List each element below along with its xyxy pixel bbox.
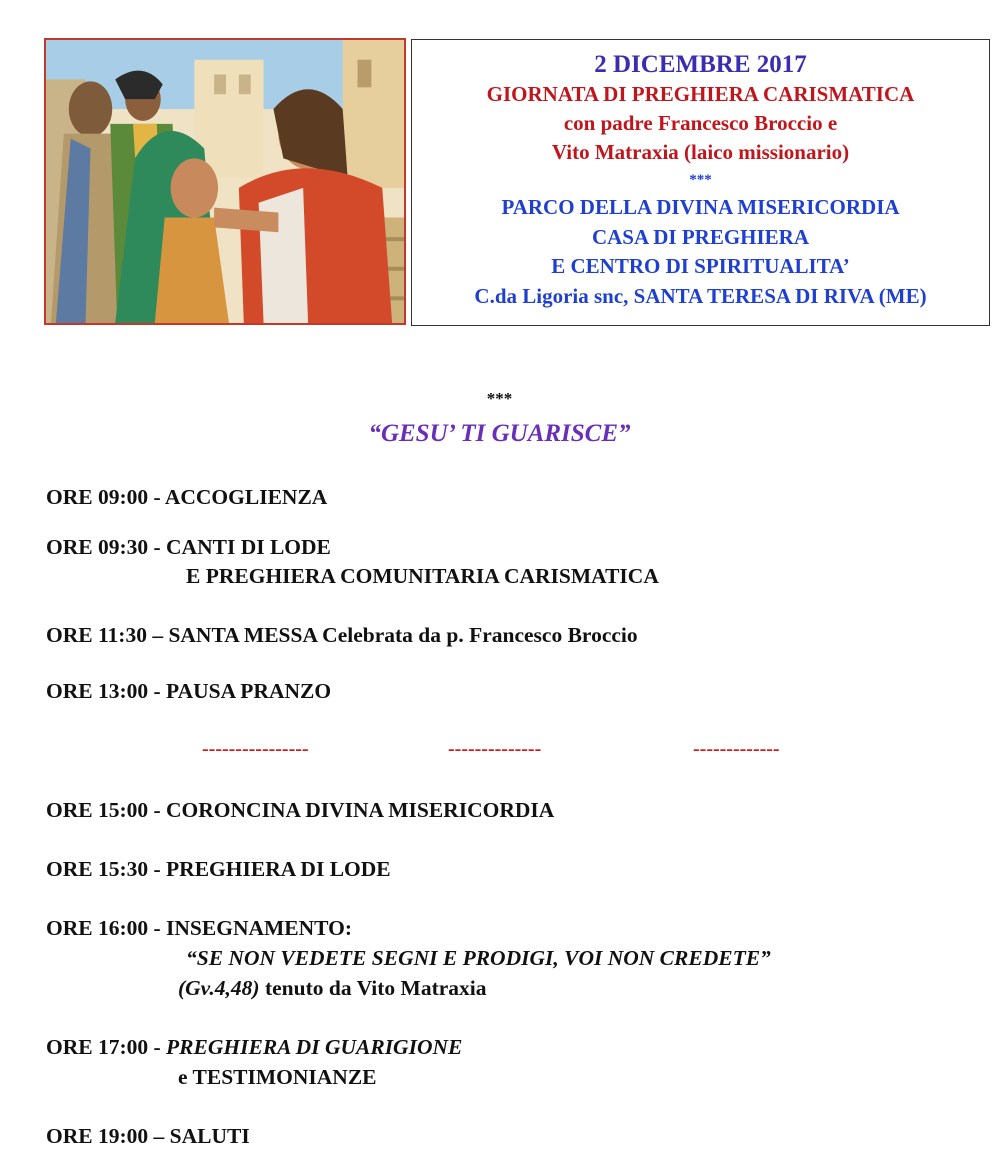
info-stars: *** xyxy=(689,172,712,188)
program-item-1500: ORE 15:00 - CORONCINA DIVINA MISERICORDIA xyxy=(46,798,555,822)
divider-stars: *** xyxy=(486,389,513,408)
venue-line3: E CENTRO DI SPIRITUALITA’ xyxy=(551,254,850,278)
program-item-1600: ORE 16:00 - INSEGNAMENTO: xyxy=(46,916,352,940)
venue-line1: PARCO DELLA DIVINA MISERICORDIA xyxy=(501,195,900,219)
bible-reference: (Gv.4,48) xyxy=(178,976,260,1000)
venue-address: C.da Ligoria snc, SANTA TERESA DI RIVA (ME) xyxy=(474,283,927,308)
event-title: GIORNATA DI PREGHIERA CARISMATICA xyxy=(486,82,915,106)
venue-line2: CASA DI PREGHIERA xyxy=(591,224,810,249)
event-info-box xyxy=(411,39,990,326)
event-guests-line2: Vito Matraxia (laico missionario) xyxy=(551,140,850,164)
event-date: 2 DICEMBRE 2017 xyxy=(594,51,807,78)
program-item-1900: ORE 19:00 – SALUTI xyxy=(46,1124,250,1148)
teaching-quote: “SE NON VEDETE SEGNI E PRODIGI, VOI NON CREDETE” xyxy=(186,946,771,970)
teaching-speaker: tenuto da Vito Matraxia xyxy=(259,976,487,1000)
program-item-1130: ORE 11:30 – SANTA MESSA Celebrata da p. Francesco Broccio xyxy=(46,623,638,647)
header-illustration xyxy=(44,38,406,325)
event-guests-line1: con padre Francesco Broccio e xyxy=(563,111,838,135)
program-item-0930-detail: E PREGHIERA COMUNITARIA CARISMATICA xyxy=(186,564,659,588)
program-item-0930: ORE 09:30 - CANTI DI LODE xyxy=(46,535,331,559)
separator-dashes-2: -------------- xyxy=(448,738,542,760)
separator-dashes-3: ------------- xyxy=(693,738,780,760)
program-item-1700 xyxy=(46,1035,462,1060)
program-item-1700-time: ORE 17:00 - xyxy=(46,1035,167,1059)
program-item-1700-title: PREGHIERA DI GUARIGIONE xyxy=(166,1035,463,1059)
event-theme: “GESU’ TI GUARISCE” xyxy=(368,420,631,447)
teaching-reference xyxy=(178,976,487,1001)
program-item-0900: ORE 09:00 - ACCOGLIENZA xyxy=(46,485,328,509)
separator-dashes-1: ---------------- xyxy=(202,738,309,760)
program-item-1300: ORE 13:00 - PAUSA PRANZO xyxy=(46,679,332,703)
program-item-1530: ORE 15:30 - PREGHIERA DI LODE xyxy=(46,857,391,881)
program-item-1700-detail: e TESTIMONIANZE xyxy=(178,1065,377,1089)
